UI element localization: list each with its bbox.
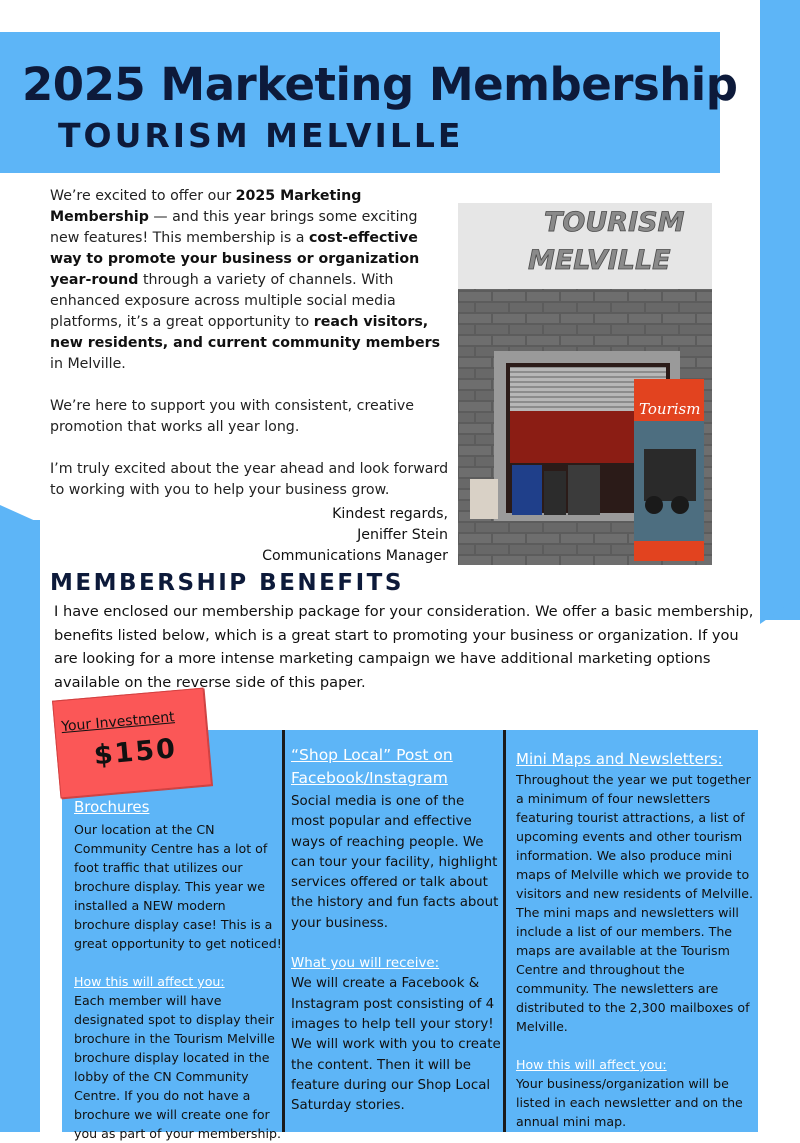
page-title: 2025 Marketing Membership: [22, 58, 738, 111]
intro-text: through a variety of channels. With enhanced exposure across multiple social media platforms, it’s a great opportunity to: [50, 272, 396, 330]
shop-local-sub-body: We will create a Facebook & Instagram post consisting of 4 images to help tell your story! We will work with you to create the content. Then it will be feature during our Shop Local Saturday stories.: [291, 976, 501, 1114]
intro-text: We’re excited to offer our: [50, 188, 236, 204]
intro-paragraph-3: I’m truly excited about the year ahead and look forward to working with you to help your business grow.: [50, 461, 449, 498]
intro-letter: [50, 186, 450, 522]
brochures-sub-body: Each member will have designated spot to display their brochure in the Tourism Melville brochure display located in the lobby of the CN Community Centre. If you do not have a brochure we will create one for you as part of your membership.: [74, 993, 281, 1141]
signature-closing: Kindest regards,: [332, 506, 448, 522]
benefits-description: I have enclosed our membership package for your consideration. We offer a basic membership, benefits listed below, which is a great start to promoting your business or organization. If you are looking for a more intense marketing campaign we have additional marketing options available on the reverse side of this paper.: [54, 603, 754, 691]
sign-text-line1: TOURISM: [544, 207, 685, 238]
mini-maps-body: Throughout the year we put together a minimum of four newsletters featuring tourist attractions, a list of upcoming events and other tourism information. We also produce mini maps of Melville which we provide to visitors and new residents of Melville. The mini maps and newsletters will include a list of our members. The maps are available at the Tourism Centre and throughout the community. The newsletters are distributed to the 2,300 mailboxes of Melville.: [516, 772, 754, 1034]
column-divider: [503, 730, 506, 1132]
investment-label: Your Investment: [60, 709, 176, 736]
investment-price: $150: [92, 733, 179, 772]
mini-maps-subheading: How this will affect you:: [516, 1057, 667, 1072]
shop-local-title: “Shop Local” Post on Facebook/Instagram: [291, 746, 453, 787]
decorative-corner-right: [760, 596, 800, 624]
intro-highlight: reach visitors, new residents, and current community members: [50, 314, 441, 351]
page-subtitle: TOURISM MELVILLE: [58, 116, 464, 155]
intro-highlight: cost-effective way to promote your business or organization year-round: [50, 230, 420, 288]
mini-maps-title: Mini Maps and Newsletters:: [516, 750, 723, 768]
decorative-side-bar-left: [0, 520, 40, 1132]
intro-text: in Melville.: [50, 356, 126, 372]
sign-text-line2: MELVILLE: [528, 245, 671, 276]
brochures-column: [74, 796, 282, 1143]
signature-role: Communications Manager: [262, 548, 448, 564]
shop-local-column: [291, 744, 501, 1116]
intro-text: — and this year brings some exciting new features! This membership is a: [50, 209, 418, 246]
shop-local-subheading: What you will receive:: [291, 956, 440, 972]
signature-name: Jeniffer Stein: [357, 527, 448, 543]
investment-badge: [52, 688, 212, 799]
tourism-office-photo: [458, 203, 712, 565]
intro-paragraph-2: We’re here to support you with consistent, creative promotion that works all year long.: [50, 398, 415, 435]
intro-highlight: 2025 Marketing Membership: [50, 188, 362, 225]
benefits-heading: MEMBERSHIP BENEFITS: [50, 570, 404, 596]
signature-block: [240, 504, 448, 567]
brochures-title: Brochures: [74, 798, 150, 816]
mini-maps-sub-body: Your business/organization will be listed in each newsletter and on the annual mini map.: [516, 1076, 743, 1129]
intro-paragraph-1: [50, 186, 450, 375]
brochures-subheading: How this will affect you:: [74, 974, 225, 989]
column-divider: [282, 730, 285, 1132]
decorative-side-bar-right: [760, 0, 800, 620]
brochures-body: Our location at the CN Community Centre has a lot of foot traffic that utilizes our brochure display. This year we installed a NEW modern brochure display case! This is a great opportunity to get noticed!: [74, 822, 282, 951]
shop-local-body: Social media is one of the most popular and effective ways of reaching people. We can tour your facility, highlight services offered or talk about the history and fun facts about your business.: [291, 794, 499, 931]
banner-text: Tourism: [639, 400, 701, 418]
mini-maps-column: [516, 748, 756, 1131]
decorative-corner-left: [0, 505, 40, 523]
